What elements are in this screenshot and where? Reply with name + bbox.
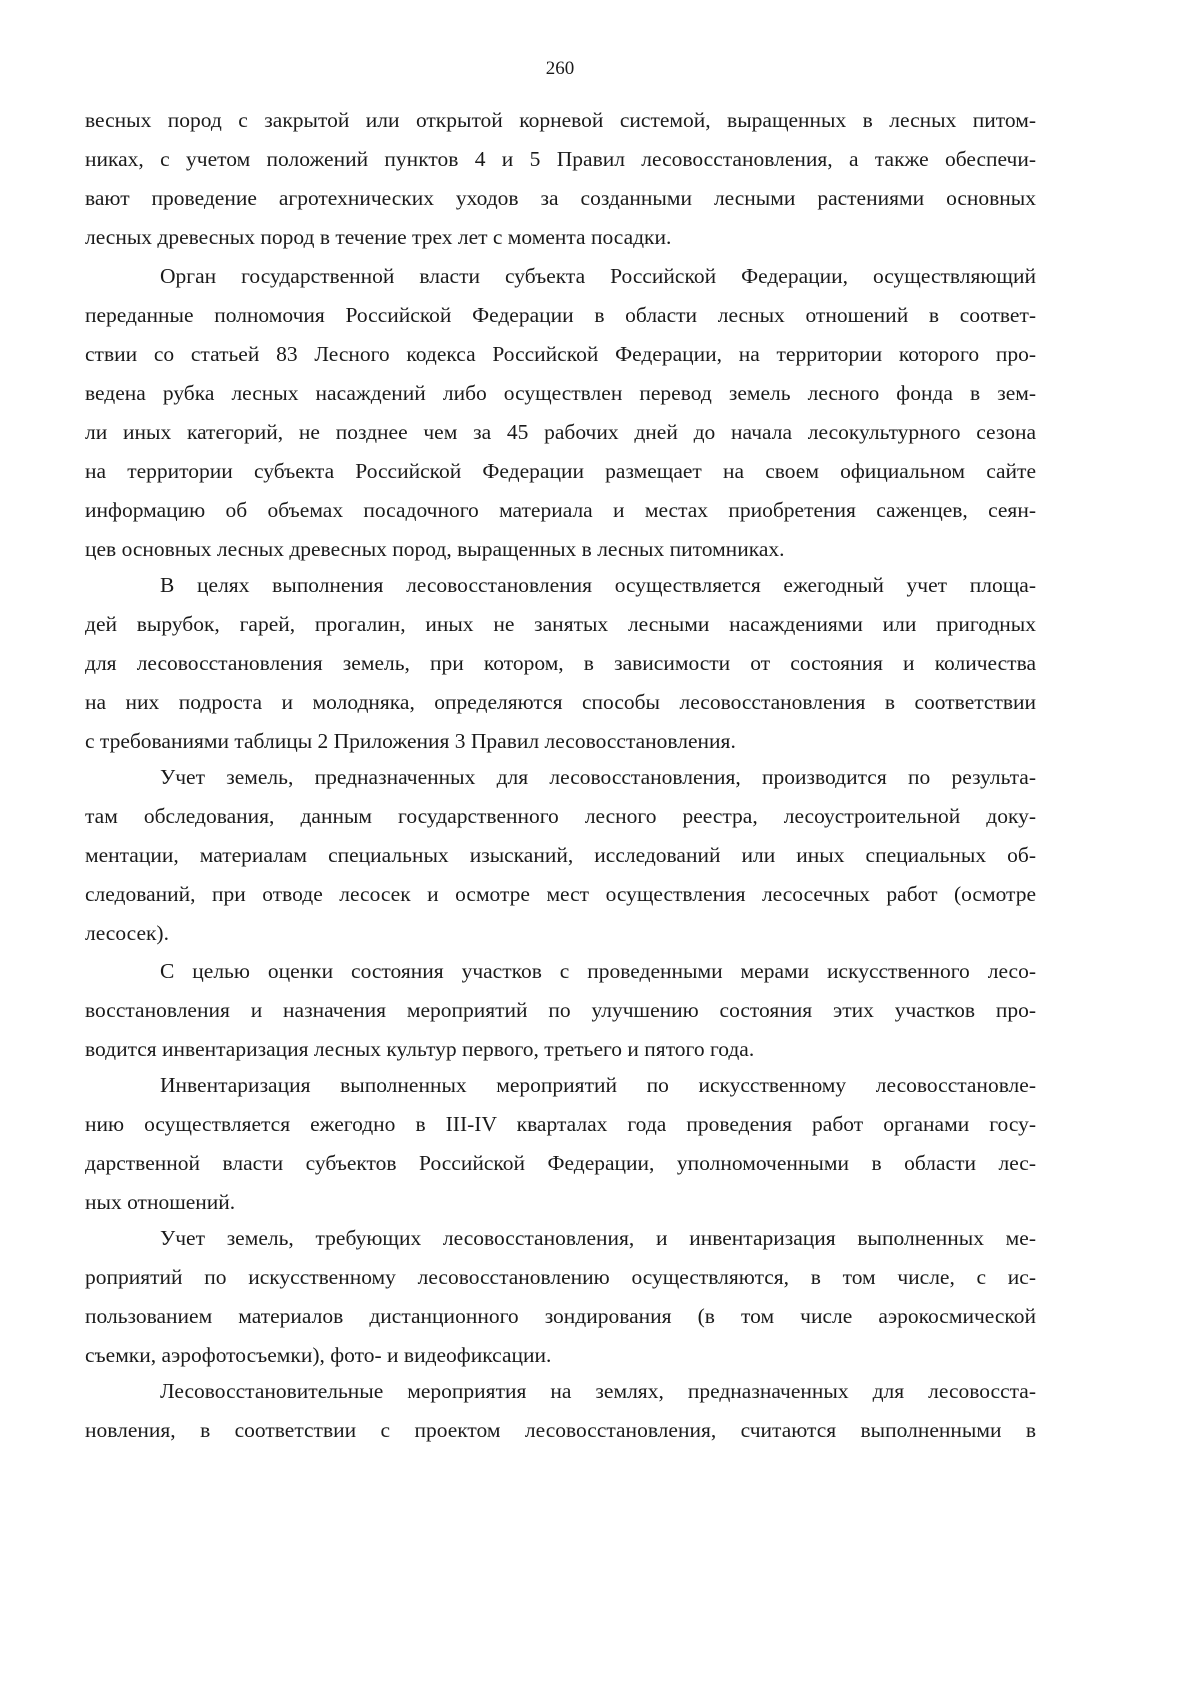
text-line: ведена рубка лесных насаждений либо осуществлен перевод земель лесного фонда в зем- — [85, 381, 1036, 405]
text-line: никах, с учетом положений пунктов 4 и 5 Правил лесовосстановления, а также обеспечи- — [85, 147, 1036, 171]
page-number: 260 — [545, 58, 575, 79]
text-line: для лесовосстановления земель, при котором, в зависимости от состояния и количества — [85, 651, 1036, 675]
text-line: там обследования, данным государственного лесного реестра, лесоустроительной доку- — [85, 804, 1036, 828]
text-line: С целью оценки состояния участков с проведенными мерами искусственного лесо- — [160, 959, 1036, 983]
text-line: пользованием материалов дистанционного зондирования (в том числе аэрокосмической — [85, 1304, 1036, 1328]
text-line: на территории субъекта Российской Федерации размещает на своем официальном сайте — [85, 459, 1036, 483]
text-line: информацию об объемах посадочного материала и местах приобретения саженцев, сеян- — [85, 498, 1036, 522]
text-line: Лесовосстановительные мероприятия на землях, предназначенных для лесовосста- — [160, 1379, 1036, 1403]
text-line: на них подроста и молодняка, определяются способы лесовосстановления в соответствии — [85, 690, 1036, 714]
text-line: нию осуществляется ежегодно в III-IV кварталах года проведения работ органами госу- — [85, 1112, 1036, 1136]
text-line: цев основных лесных древесных пород, выращенных в лесных питомниках. — [85, 537, 785, 561]
text-line: водится инвентаризация лесных культур первого, третьего и пятого года. — [85, 1037, 755, 1061]
text-line: ментации, материалам специальных изысканий, исследований или иных специальных об- — [85, 843, 1036, 867]
text-line: ствии со статьей 83 Лесного кодекса Российской Федерации, на территории которого про- — [85, 342, 1036, 366]
text-line: ных отношений. — [85, 1190, 236, 1214]
text-line: Инвентаризация выполненных мероприятий по искусственному лесовосстановле- — [160, 1073, 1036, 1097]
text-line: весных пород с закрытой или открытой корневой системой, выращенных в лесных питом- — [85, 108, 1036, 132]
text-line: переданные полномочия Российской Федерации в области лесных отношений в соответ- — [85, 303, 1036, 327]
text-line: В целях выполнения лесовосстановления осуществляется ежегодный учет площа- — [160, 573, 1036, 597]
text-line: вают проведение агротехнических уходов за созданными лесными растениями основных — [85, 186, 1036, 210]
text-line: Учет земель, требующих лесовосстановления, и инвентаризация выполненных ме- — [160, 1226, 1036, 1250]
text-line: с требованиями таблицы 2 Приложения 3 Правил лесовосстановления. — [85, 729, 736, 753]
text-line: Орган государственной власти субъекта Российской Федерации, осуществляющий — [160, 264, 1036, 288]
text-line: ли иных категорий, не позднее чем за 45 рабочих дней до начала лесокультурного сезона — [85, 420, 1036, 444]
text-line: лесных древесных пород в течение трех лет с момента посадки. — [85, 225, 672, 249]
text-line: лесосек). — [85, 921, 169, 945]
text-line: съемки, аэрофотосъемки), фото- и видеофиксации. — [85, 1343, 552, 1367]
text-line: дей вырубок, гарей, прогалин, иных не занятых лесными насаждениями или пригодных — [85, 612, 1036, 636]
text-line: Учет земель, предназначенных для лесовосстановления, производится по результа- — [160, 765, 1036, 789]
text-line: следований, при отводе лесосек и осмотре мест осуществления лесосечных работ (осмотре — [85, 882, 1036, 906]
text-line: дарственной власти субъектов Российской Федерации, уполномоченными в области лес- — [85, 1151, 1036, 1175]
text-line: новления, в соответствии с проектом лесовосстановления, считаются выполненными в — [85, 1418, 1036, 1442]
text-line: восстановления и назначения мероприятий по улучшению состояния этих участков про- — [85, 998, 1036, 1022]
text-line: роприятий по искусственному лесовосстановлению осуществляются, в том числе, с ис- — [85, 1265, 1036, 1289]
